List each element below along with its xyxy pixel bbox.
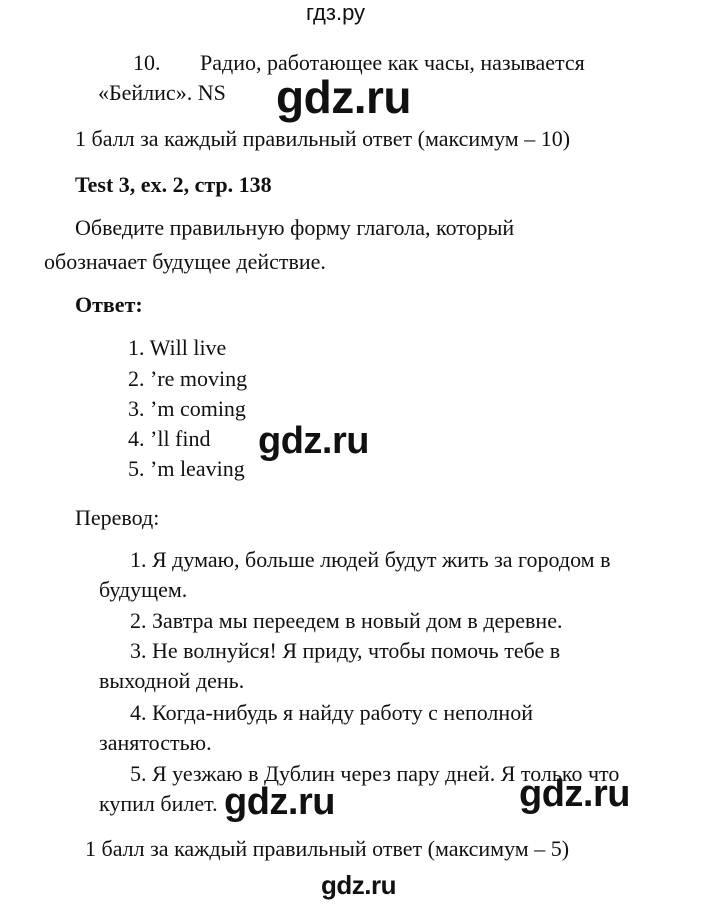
watermark: gdz.ru — [258, 420, 369, 462]
translation-text: Завтра мы переедем в новый дом в деревне. — [152, 608, 563, 633]
answer-item — [128, 456, 245, 482]
watermark: gdz.ru — [519, 773, 630, 815]
score-note-1: 1 балл за каждый правильный ответ (максимум – 10) — [75, 126, 571, 151]
translation-number: 4. — [130, 700, 147, 725]
translation-number: 1. — [130, 547, 147, 572]
task-line1: Обведите правильную форму глагола, который — [75, 215, 515, 240]
prev-item-number: 10. — [133, 50, 161, 75]
translation-item-line2: выходной день. — [99, 668, 245, 693]
answer-number: 4. — [128, 426, 145, 451]
translation-item-line1 — [130, 608, 562, 634]
translation-number: 5. — [130, 761, 147, 786]
answer-item — [128, 366, 247, 392]
answer-text: ’re moving — [150, 366, 248, 391]
answer-item — [128, 335, 226, 361]
translation-text: Я уезжаю в Дублин через пару дней. Я только что — [152, 761, 620, 786]
answer-text: ’m coming — [150, 396, 246, 421]
translation-text: Я думаю, больше людей будут жить за городом в — [152, 547, 611, 572]
answer-number: 3. — [128, 396, 145, 421]
answer-text: ’m leaving — [150, 456, 245, 481]
answer-label: Ответ: — [75, 292, 143, 317]
translation-number: 2. — [130, 608, 147, 633]
translation-item-line2: занятостью. — [99, 730, 212, 755]
watermark: gdz.ru — [224, 781, 335, 823]
translation-text: Не волнуйся! Я приду, чтобы помочь тебе в — [152, 638, 561, 663]
watermark: gdz.ru — [276, 71, 411, 123]
prev-item-line1: Радио, работающее как часы, называется — [200, 50, 585, 75]
answer-item — [128, 396, 246, 422]
translation-number: 3. — [130, 638, 147, 663]
answer-number: 1. — [128, 335, 145, 360]
site-header: гдз.ру — [306, 0, 366, 25]
translation-label: Перевод: — [75, 505, 160, 530]
answer-number: 2. — [128, 366, 145, 391]
translation-item-line2: купил билет. — [99, 791, 218, 816]
translation-item-line1 — [130, 547, 610, 573]
answer-text: ’ll find — [150, 426, 211, 451]
translation-text: Когда-нибудь я найду работу с неполной — [152, 700, 533, 725]
translation-item-line2: будущем. — [99, 577, 188, 602]
section-title: Test 3, ex. 2, стр. 138 — [75, 172, 272, 197]
translation-item-line1 — [130, 700, 533, 726]
prev-item-line2: «Бейлис». NS — [98, 80, 226, 105]
answer-text: Will live — [149, 335, 227, 360]
answer-number: 5. — [128, 456, 145, 481]
translation-item-line1 — [130, 638, 560, 664]
watermark: gdz.ru — [321, 870, 396, 900]
answer-item — [128, 426, 211, 452]
task-line2: обозначает будущее действие. — [44, 249, 326, 274]
score-note-2: 1 балл за каждый правильный ответ (максимум – 5) — [85, 836, 570, 861]
